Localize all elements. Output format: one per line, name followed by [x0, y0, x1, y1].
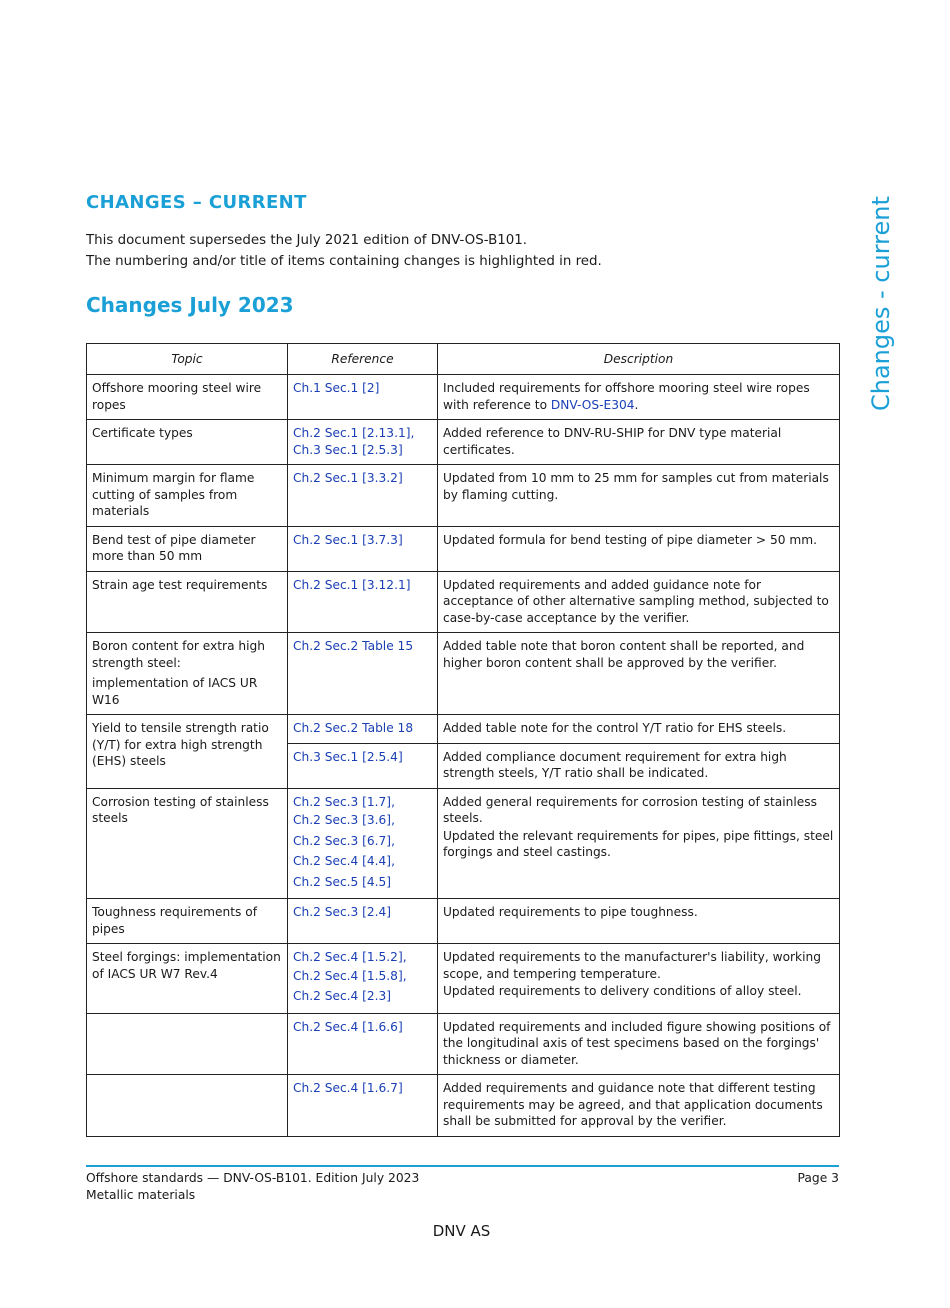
topic-text: Offshore mooring steel wire ropes — [92, 381, 262, 412]
table-row — [87, 1075, 840, 1137]
description-cell — [438, 788, 840, 899]
table-row — [87, 420, 840, 465]
table-row — [87, 571, 840, 633]
footer-document-info — [86, 1170, 419, 1204]
header-description: Description — [438, 344, 840, 375]
description-text: Added general requirements for corrosion testing of stainless steels. — [443, 794, 817, 825]
reference-link[interactable]: Ch.3 Sec.1 [2.5.4] — [293, 749, 403, 764]
description-text: Updated from 10 mm to 25 mm for samples cut from materials by flaming cutting. — [443, 471, 829, 502]
topic-cell — [87, 788, 288, 899]
header-topic: Topic — [87, 344, 288, 375]
reference-cell — [288, 465, 438, 527]
standard-link[interactable]: DNV-OS-E304 — [550, 397, 635, 412]
intro-line: The numbering and/or title of items containing changes is highlighted in red. — [86, 254, 602, 269]
table-row — [87, 899, 840, 944]
description-text: Updated requirements to pipe toughness. — [443, 905, 698, 919]
topic-text: Toughness requirements of pipes — [92, 905, 257, 936]
reference-link[interactable]: Ch.2 Sec.1 [2.13.1], — [293, 426, 415, 440]
description-text: Updated requirements and added guidance note for acceptance of other alternative sampling method, subjected to case-by-case acceptance by the verifier. — [443, 577, 829, 625]
side-title: Changes - current — [867, 196, 895, 411]
reference-cell — [288, 375, 438, 420]
section-heading: CHANGES – CURRENT — [86, 192, 307, 213]
topic-cell — [87, 420, 288, 465]
table-row — [87, 1013, 840, 1075]
changes-table — [86, 343, 840, 1137]
description-text: Added compliance document requirement for extra high strength steels, Y/T ratio shall be indicated. — [443, 749, 787, 780]
topic-cell — [87, 944, 288, 1014]
reference-link[interactable]: Ch.3 Sec.1 [2.5.3] — [293, 442, 403, 457]
description-cell — [438, 715, 840, 744]
topic-cell — [87, 633, 288, 715]
reference-cell — [288, 420, 438, 465]
topic-text: Minimum margin for flame cutting of samples from materials — [92, 471, 255, 518]
topic-cell — [87, 526, 288, 571]
table-row — [87, 788, 840, 899]
description-cell — [438, 375, 840, 420]
reference-cell — [288, 633, 438, 715]
topic-cell-continued — [87, 1075, 288, 1137]
reference-link[interactable]: Ch.2 Sec.2 Table 18 — [293, 721, 414, 735]
description-cell — [438, 465, 840, 527]
description-cell — [438, 944, 840, 1014]
table-row — [87, 633, 840, 715]
reference-link[interactable]: Ch.2 Sec.4 [1.5.2], — [293, 950, 407, 964]
reference-cell — [288, 788, 438, 899]
reference-link[interactable]: Ch.2 Sec.4 [1.6.6] — [293, 1019, 403, 1034]
topic-cell — [87, 571, 288, 633]
table-row — [87, 465, 840, 527]
reference-cell — [288, 1075, 438, 1137]
reference-link[interactable]: Ch.2 Sec.3 [1.7], — [293, 794, 395, 809]
topic-text: Corrosion testing of stainless steels — [92, 794, 269, 825]
footer-document-subtitle: Metallic materials — [86, 1188, 196, 1202]
reference-cell — [288, 899, 438, 944]
topic-cell — [87, 899, 288, 944]
reference-link[interactable]: Ch.2 Sec.5 [4.5] — [293, 874, 392, 889]
description-text: Updated requirements to delivery conditions of alloy steel. — [443, 984, 802, 998]
reference-link[interactable]: Ch.2 Sec.2 Table 15 — [293, 639, 414, 653]
reference-link[interactable]: Ch.2 Sec.4 [4.4], — [293, 854, 395, 868]
topic-cell-continued — [87, 1013, 288, 1075]
reference-cell — [288, 1013, 438, 1075]
reference-cell — [288, 743, 438, 788]
intro-text — [86, 230, 602, 272]
publisher-name: DNV AS — [432, 1222, 491, 1240]
description-text: Added requirements and guidance note that different testing requirements may be agreed, and that application documents shall be submitted for approval by the verifier. — [443, 1081, 823, 1128]
description-text — [443, 380, 834, 413]
reference-link[interactable]: Ch.2 Sec.4 [2.3] — [293, 989, 392, 1003]
footer-rule — [86, 1165, 839, 1167]
description-cell — [438, 420, 840, 465]
reference-link[interactable]: Ch.2 Sec.3 [3.6], — [293, 813, 395, 827]
changes-subheading: Changes July 2023 — [86, 293, 294, 317]
reference-link[interactable]: Ch.2 Sec.4 [1.6.7] — [293, 1081, 403, 1095]
description-text: Updated the relevant requirements for pipes, pipe fittings, steel forgings and steel castings. — [443, 828, 834, 859]
reference-link[interactable]: Ch.2 Sec.1 [3.3.2] — [293, 471, 403, 485]
reference-cell — [288, 715, 438, 744]
topic-text: Certificate types — [92, 426, 193, 440]
topic-text: Yield to tensile strength ratio (Y/T) for extra high strength (EHS) steels — [92, 721, 269, 768]
reference-cell — [288, 526, 438, 571]
description-text: Added reference to DNV-RU-SHIP for DNV type material certificates. — [443, 426, 782, 457]
table-row — [87, 526, 840, 571]
reference-link[interactable]: Ch.2 Sec.3 [6.7], — [293, 833, 395, 848]
description-cell — [438, 1075, 840, 1137]
reference-cell — [288, 571, 438, 633]
table-row — [87, 944, 840, 1014]
description-text: Updated formula for bend testing of pipe diameter > 50 mm. — [443, 532, 818, 547]
topic-text: Boron content for extra high strength steel: — [92, 639, 265, 670]
footer-document-title: Offshore standards — DNV-OS-B101. Edition July 2023 — [86, 1171, 420, 1185]
description-cell — [438, 633, 840, 715]
reference-link[interactable]: Ch.2 Sec.1 [3.7.3] — [293, 532, 403, 547]
reference-cell — [288, 944, 438, 1014]
intro-line: This document supersedes the July 2021 edition of DNV-OS-B101. — [86, 233, 528, 248]
description-cell — [438, 899, 840, 944]
description-cell — [438, 571, 840, 633]
description-text: Updated requirements to the manufacturer's liability, working scope, and tempering temperature. — [443, 950, 821, 981]
description-text-part: . — [634, 397, 639, 412]
table-row — [87, 375, 840, 420]
topic-text: Steel forgings: implementation of IACS UR W7 Rev.4 — [92, 950, 281, 981]
description-text: Updated requirements and included figure showing positions of the longitudinal axis of test specimens based on the forgings' thickness or diameter. — [443, 1019, 831, 1067]
topic-cell — [87, 465, 288, 527]
description-text: Added table note for the control Y/T ratio for EHS steels. — [443, 721, 787, 735]
header-reference: Reference — [288, 344, 438, 375]
topic-cell — [87, 375, 288, 420]
topic-text: Strain age test requirements — [92, 577, 268, 592]
description-text: Added table note that boron content shall be reported, and higher boron content shall be approved by the verifier. — [443, 639, 805, 670]
reference-link[interactable]: Ch.2 Sec.1 [3.12.1] — [293, 577, 411, 592]
description-cell — [438, 743, 840, 788]
reference-link[interactable]: Ch.2 Sec.3 [2.4] — [293, 905, 392, 919]
table-header-row — [87, 344, 840, 375]
topic-text: Bend test of pipe diameter more than 50 mm — [92, 532, 256, 563]
description-cell — [438, 1013, 840, 1075]
table-row — [87, 715, 840, 744]
reference-link[interactable]: Ch.1 Sec.1 [2] — [293, 381, 380, 395]
topic-cell — [87, 715, 288, 789]
page-number: Page 3 — [797, 1171, 839, 1185]
description-text-part: Included requirements for offshore mooring steel wire ropes with reference to — [443, 381, 810, 412]
description-cell — [438, 526, 840, 571]
topic-text: implementation of IACS UR W16 — [92, 676, 258, 707]
reference-link[interactable]: Ch.2 Sec.4 [1.5.8], — [293, 968, 407, 983]
